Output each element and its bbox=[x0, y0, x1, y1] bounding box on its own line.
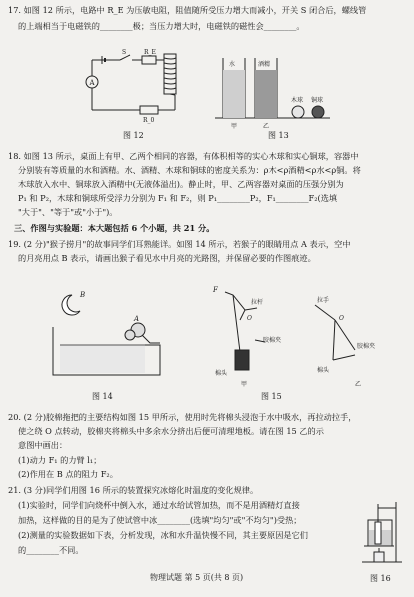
fig14-label-a: A bbox=[134, 315, 140, 323]
fig14-label-b: B bbox=[80, 291, 86, 299]
q19-line2: 的月亮用点 B 表示，请画出猴子看见水中月亮的光路图，并保留必要的作图痕迹。 bbox=[18, 253, 316, 263]
fig13-label-copper-ball: 铜球 bbox=[311, 97, 324, 104]
q17-line1: 17. 如图 12 所示，电路中 R_E 为压敏电阻，阻值随所受压力增大而减小，开关 S 闭合后，螺线管 bbox=[8, 5, 367, 15]
fig12-circuit-diagram bbox=[80, 50, 190, 125]
fig15-label-mop-head-yi: 棉头 bbox=[317, 367, 330, 374]
fig15-label-mop-head-jia: 棉头 bbox=[215, 370, 228, 377]
page-footer: 物理试题 第 5 页(共 8 页) bbox=[150, 573, 244, 582]
fig12-caption: 图 12 bbox=[123, 131, 144, 140]
fig13-label-alcohol: 酒精 bbox=[258, 61, 271, 68]
q21-line4: (2)测量的实验数据如下表，分析发现，冰和水升温快慢不同，其主要原因是它们 bbox=[18, 530, 308, 540]
q19-line1: 19. (2 分)"猴子捞月"的故事同学们耳熟能详。如图 14 所示，若猴子的眼睛用点 A 表示，空中 bbox=[8, 239, 351, 249]
fig16-caption: 图 16 bbox=[370, 574, 391, 583]
q18-line3: 木球放入水中、铜球放入酒精中(无液体溢出)。静止时，甲、乙两容器对桌面的压强分别为 bbox=[18, 179, 344, 189]
fig13-label-yi: 乙 bbox=[263, 123, 270, 130]
fig15-mop-diagram bbox=[205, 280, 395, 390]
fig14-monkey-moon-diagram bbox=[50, 285, 170, 380]
fig12-label-ammeter: A bbox=[89, 79, 95, 87]
fig15-label-o-yi: O bbox=[339, 315, 344, 322]
fig12-label-switch: S bbox=[122, 49, 127, 56]
q21-line1: 21. (3 分)同学们用图 16 所示的装置探究冰熔化时温度的变化规律。 bbox=[8, 485, 259, 495]
fig14-caption: 图 14 bbox=[92, 392, 113, 401]
fig15-label-handle: 拉手 bbox=[317, 297, 330, 304]
q21-line3: 加热，这样做的目的是为了使试管中冰________(选填"均匀"或"不均匀")受热； bbox=[18, 515, 302, 525]
q20-item2: (2)作用在 B 点的阻力 F₂。 bbox=[18, 469, 118, 479]
q17-line2: 的上端相当于电磁铁的________极；当压力增大时，电磁铁的磁性会________。 bbox=[18, 21, 305, 31]
fig15-label-jia: 甲 bbox=[241, 381, 248, 388]
fig13-containers-diagram bbox=[215, 48, 335, 130]
fig15-label-f: F bbox=[213, 286, 218, 294]
fig15-label-clip-jia: 胶棉夹 bbox=[263, 337, 282, 344]
fig15-label-o-jia: O bbox=[247, 315, 252, 322]
q21-line2: (1)实验时，同学们向烧杯中倒入水，通过水给试管加热，而不是用酒精灯直接 bbox=[18, 500, 300, 510]
fig13-label-jia: 甲 bbox=[231, 123, 238, 130]
section3-heading: 三、作图与实验题：本大题包括 6 个小题，共 21 分。 bbox=[14, 223, 215, 233]
fig16-apparatus-diagram bbox=[360, 500, 405, 572]
q20-line2: 使之绕 O 点转动，胶棉夹将棉头中多余水分挤出后便可清理地板。请在图 15 乙的示 bbox=[18, 426, 324, 436]
q18-line5: "大于"、"等于"或"小于")。 bbox=[18, 207, 118, 217]
q21-line5: 的________不同。 bbox=[18, 545, 84, 555]
q20-line3: 意图中画出： bbox=[18, 440, 68, 450]
fig13-caption: 图 13 bbox=[268, 131, 289, 140]
q20-item1: (1)动力 F₁ 的力臂 l₁； bbox=[18, 455, 102, 465]
fig13-label-wood-ball: 木球 bbox=[291, 97, 304, 104]
fig15-label-yi: 乙 bbox=[355, 381, 362, 388]
q20-line1: 20. (2 分)胶棉拖把的主要结构如图 15 甲所示，使用时先将棉头浸泡于水中吸水，再拉动拉手， bbox=[8, 412, 357, 422]
fig13-label-water: 水 bbox=[229, 61, 236, 68]
q18-line2: 分别装有等质量的水和酒精。水、酒精、木球和铜球的密度关系为：ρ木<ρ酒精<ρ水<ρ铜。将 bbox=[18, 165, 361, 175]
fig15-caption: 图 15 bbox=[261, 392, 282, 401]
fig15-label-clip-yi: 胶棉夹 bbox=[357, 343, 376, 350]
q18-line1: 18. 如图 13 所示，桌面上有甲、乙两个相同的容器，有体积相等的实心木球和实心铜球，容器中 bbox=[8, 151, 359, 161]
fig12-label-re: R_E bbox=[144, 49, 156, 56]
fig12-label-r0: R_0 bbox=[143, 117, 155, 124]
q18-line4: P₁ 和 P₂，木球和铜球所受浮力分别为 F₁ 和 F₂，则 P₁________P₂，F₁________F₂(选填 bbox=[18, 193, 338, 203]
fig15-label-pull-rod: 拉杆 bbox=[251, 299, 264, 306]
